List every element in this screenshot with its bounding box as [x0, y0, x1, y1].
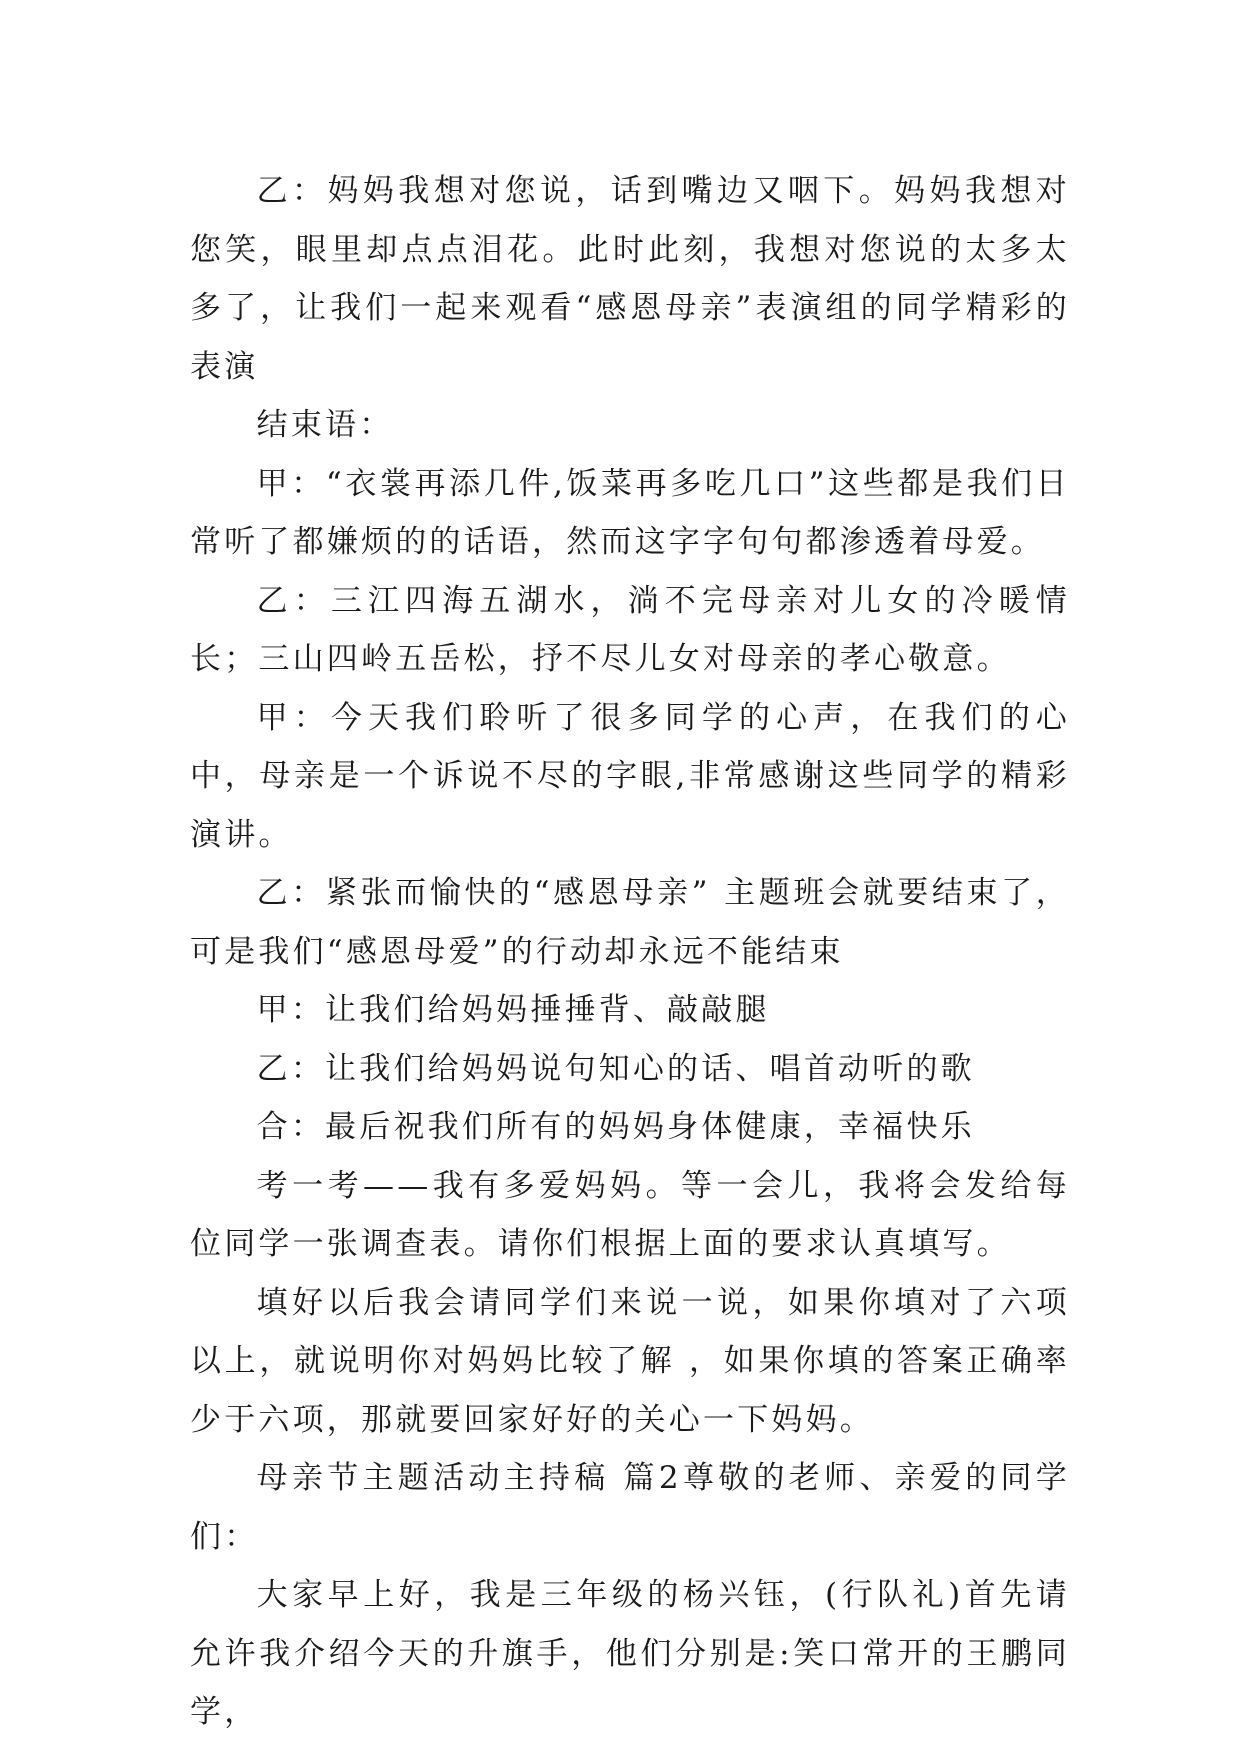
paragraph: 甲：“衣裳再添几件,饭菜再多吃几口”这些都是我们日常听了都嫌烦的的话语，然而这字字句句都渗透着母爱。: [190, 465, 1070, 560]
paragraph: 甲：今天我们聆听了很多同学的心声，在我们的心中，母亲是一个诉说不尽的字眼,非常感谢这些同学的精彩演讲。: [190, 699, 1070, 853]
paragraph: 大家早上好，我是三年级的杨兴钰，(行队礼)首先请允许我介绍今天的升旗手，他们分别是:笑口常开的王鹏同学，: [190, 1577, 1070, 1730]
paragraph: 合：最后祝我们所有的妈妈身体健康，幸福快乐: [256, 1109, 975, 1145]
document-body: [190, 162, 1070, 1742]
paragraph: 考一考——我有多爱妈妈。等一会儿，我将会发给每位同学一张调查表。请你们根据上面的要求认真填写。: [190, 1167, 1070, 1262]
paragraph: 乙：三江四海五湖水，淌不完母亲对儿女的冷暖情长；三山四岭五岳松，抒不尽儿女对母亲的孝心敬意。: [190, 582, 1070, 677]
paragraph: 结束语：: [256, 407, 394, 443]
paragraph: 乙：让我们给妈妈说句知心的话、唱首动听的歌: [256, 1050, 975, 1087]
section-heading-paragraph: 母亲节主题活动主持稿 篇2尊敬的老师、亲爱的同学们：: [190, 1460, 1070, 1555]
paragraph: 乙：妈妈我想对您说，话到嘴边又咽下。妈妈我想对您笑，眼里却点点泪花。此时此刻，我想对您说的太多太多了，让我们一起来观看“感恩母亲”表演组的同学精彩的表演: [190, 173, 1070, 385]
paragraph: 乙：紧张而愉快的“感恩母亲” 主题班会就要结束了，可是我们“感恩母爱”的行动却永远不能结束: [190, 875, 1070, 970]
paragraph: 填好以后我会请同学们来说一说，如果你填对了六项以上，就说明你对妈妈比较了解 ，如果你填的答案正确率少于六项，那就要回家好好的关心一下妈妈。: [190, 1284, 1070, 1438]
paragraph: 甲：让我们给妈妈捶捶背、敲敲腿: [256, 992, 770, 1028]
